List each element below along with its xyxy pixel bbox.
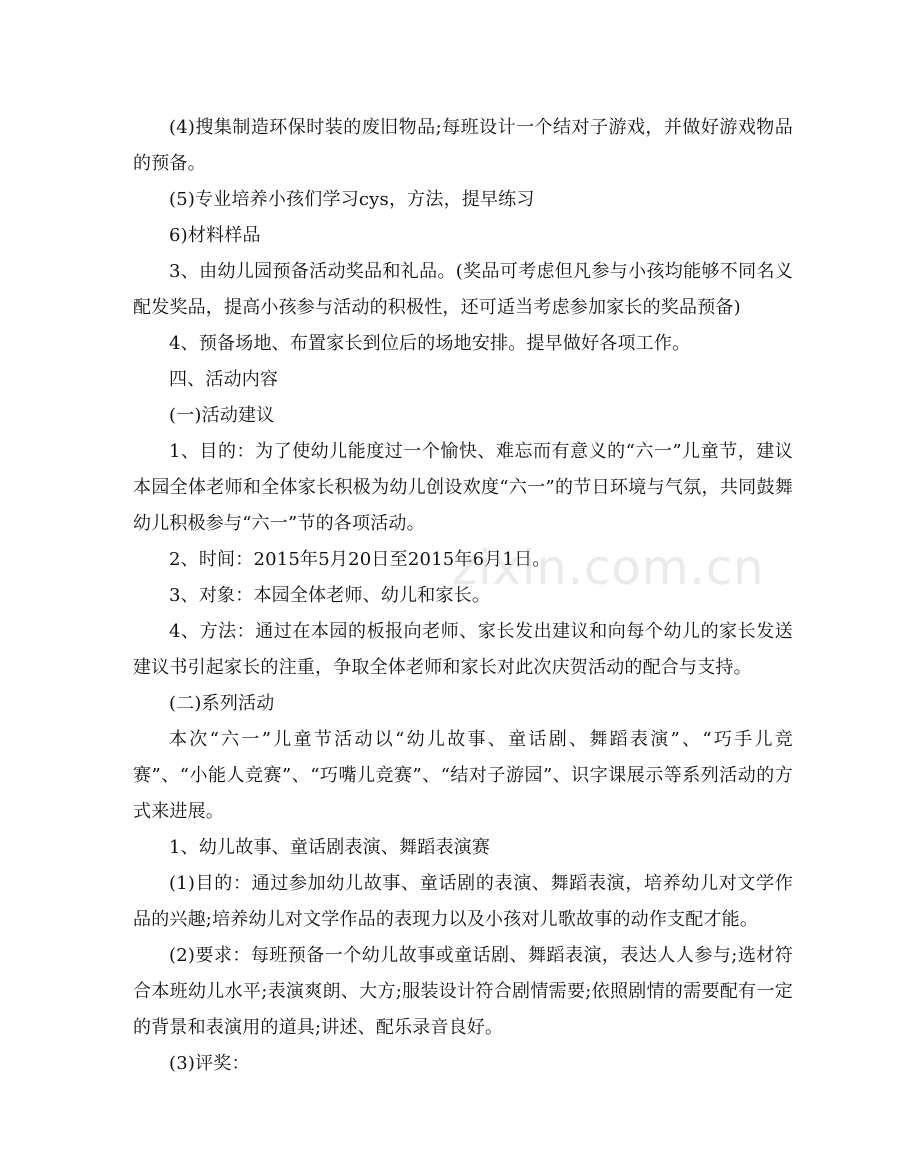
section-heading-activity-content: 四、活动内容 (169, 369, 279, 390)
paragraph-awards: (3)评奖： (169, 1053, 250, 1074)
paragraph-series-intro: 本次“六一”儿童节活动以“幼儿故事、童话剧、舞蹈表演”、“巧手儿竞赛”、“小能人竞赛”、“巧嘴儿竞赛”、“结对子游园”、识字课展示等系列活动的方式来进展。 (133, 729, 793, 822)
paragraph-venue: 4、预备场地、布置家长到位后的场地安排。提早做好各项工作。 (169, 333, 691, 354)
paragraph-item-4-materials: (4)搜集制造环保时装的废旧物品;每班设计一个结对子游戏，并做好游戏物品的预备。 (133, 117, 793, 174)
paragraph-method: 4、方法：通过在本园的板报向老师、家长发出建议和向每个幼儿的家长发送建议书引起家长的注重，争取全体老师和家长对此次庆贺活动的配合与支持。 (133, 621, 793, 678)
paragraph-performance-requirements: (2)要求：每班预备一个幼儿故事或童话剧、舞蹈表演，表达人人参与;选材符合本班幼儿水平;表演爽朗、大方;服装设计符合剧情需要;依照剧情的需要配有一定的背景和表演用的道具;讲述、配乐录音良好。 (133, 945, 793, 1038)
paragraph-performance-purpose: (1)目的：通过参加幼儿故事、童话剧的表演、舞蹈表演，培养幼儿对文学作品的兴趣;培养幼儿对文学作品的表现力以及小孩对儿歌故事的动作支配才能。 (133, 873, 793, 930)
paragraph-purpose: 1、目的：为了使幼儿能度过一个愉快、难忘而有意义的“六一”儿童节，建议本园全体老师和全体家长积极为幼儿创设欢度“六一”的节日环境与气氛，共同鼓舞幼儿积极参与“六一”节的各项活动。 (133, 441, 793, 534)
paragraph-time: 2、时间：2015年5月20日至2015年6月1日。 (169, 549, 551, 570)
paragraph-prizes: 3、由幼儿园预备活动奖品和礼品。(奖品可考虑但凡参与小孩均能够不同名义配发奖品，提高小孩参与活动的积极性，还可适当考虑参加家长的奖品预备) (133, 261, 793, 318)
subsection-heading-series: (二)系列活动 (169, 693, 275, 714)
document-body (133, 110, 793, 1082)
item-heading-performance: 1、幼儿故事、童话剧表演、舞蹈表演赛 (169, 837, 491, 858)
paragraph-item-5-training: (5)专业培养小孩们学习cys，方法，提早练习 (169, 189, 535, 210)
paragraph-audience: 3、对象：本园全体老师、幼儿和家长。 (169, 585, 491, 606)
subsection-heading-proposal: (一)活动建议 (169, 405, 275, 426)
watermark-text: zixin.com.cn (452, 540, 765, 596)
paragraph-item-6-samples: 6)材料样品 (169, 225, 261, 246)
